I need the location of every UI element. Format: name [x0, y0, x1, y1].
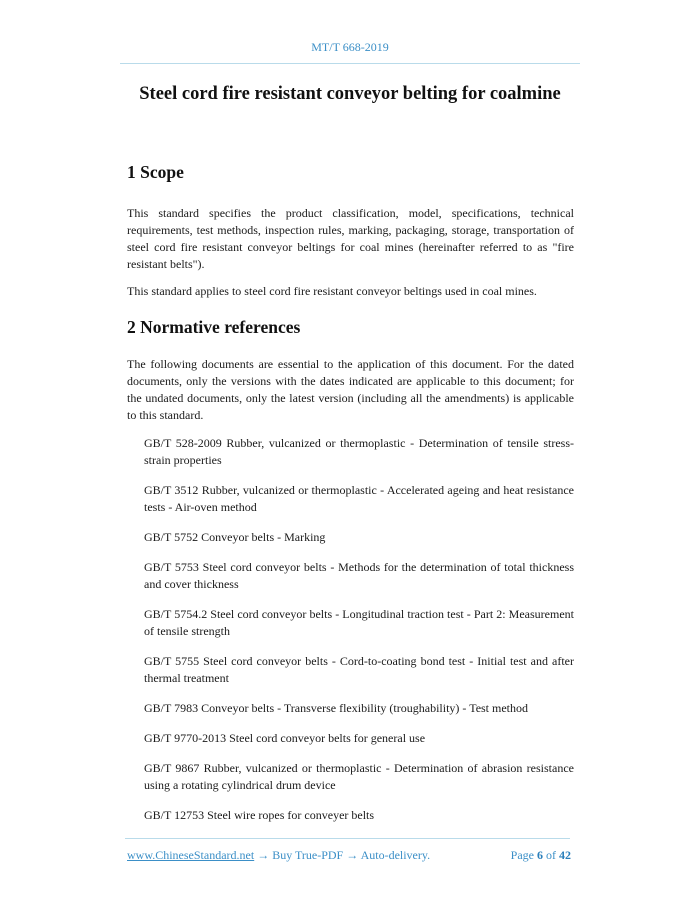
- document-body: [127, 160, 574, 824]
- page-total: 42: [559, 848, 571, 862]
- reference-item: GB/T 5755 Steel cord conveyor belts - Cord-to-coating bond test - Initial test and after thermal treatment: [144, 654, 574, 685]
- footer-promo: [127, 848, 430, 863]
- page-label: Page: [510, 848, 534, 862]
- section-heading-scope: 1 Scope: [127, 162, 184, 182]
- document-title: Steel cord fire resistant conveyor belting for coalmine: [139, 84, 561, 104]
- page-current: 6: [537, 848, 543, 862]
- reference-item: GB/T 5752 Conveyor belts - Marking: [144, 530, 326, 544]
- reference-list: [127, 435, 574, 824]
- section-heading-normative-references: 2 Normative references: [127, 317, 301, 337]
- scope-paragraph-2: This standard applies to steel cord fire resistant conveyor beltings used in coal mines.: [127, 284, 537, 298]
- page-of-label: of: [546, 848, 556, 862]
- reference-item: GB/T 528-2009 Rubber, vulcanized or thermoplastic - Determination of tensile stress-strain properties: [144, 436, 574, 467]
- reference-item: GB/T 9867 Rubber, vulcanized or thermoplastic - Determination of abrasion resistance using a rotating cylindrical drum device: [144, 761, 574, 792]
- reference-item: GB/T 5754.2 Steel cord conveyor belts - Longitudinal traction test - Part 2: Measurement of tensile strength: [144, 607, 574, 638]
- section-normative-references: [127, 317, 574, 824]
- reference-item: GB/T 5753 Steel cord conveyor belts - Methods for the determination of total thickness and cover thickness: [144, 560, 574, 591]
- footer-promo-text: → Buy True-PDF → Auto-delivery.: [254, 848, 431, 862]
- scope-paragraph-1: This standard specifies the product classification, model, specifications, technical requirements, test methods, inspection rules, marking, packaging, storage, transportation of steel cord fire resistant conveyor beltings for coal mines (hereinafter referred to as "fire resistant belts").: [127, 206, 574, 271]
- reference-item: GB/T 12753 Steel wire ropes for conveyer belts: [144, 808, 375, 822]
- page-number: [511, 848, 571, 863]
- standard-code-header: MT/T 668-2019: [311, 40, 389, 54]
- reference-item: GB/T 9770-2013 Steel cord conveyor belts for general use: [144, 731, 426, 745]
- normative-references-intro: The following documents are essential to the application of this document. For the dated documents, only the versions with the dates indicated are applicable to this document; for the undated documents, only the latest version (including all the amendments) is applicable to this standard.: [127, 357, 574, 422]
- chinesestandard-link[interactable]: www.ChineseStandard.net: [127, 848, 255, 862]
- section-scope: [127, 162, 574, 300]
- footer-divider: [125, 838, 570, 839]
- reference-item: GB/T 7983 Conveyor belts - Transverse flexibility (troughability) - Test method: [144, 701, 529, 715]
- header-divider: [120, 63, 580, 64]
- reference-item: GB/T 3512 Rubber, vulcanized or thermoplastic - Accelerated ageing and heat resistance tests - Air-oven method: [144, 483, 574, 514]
